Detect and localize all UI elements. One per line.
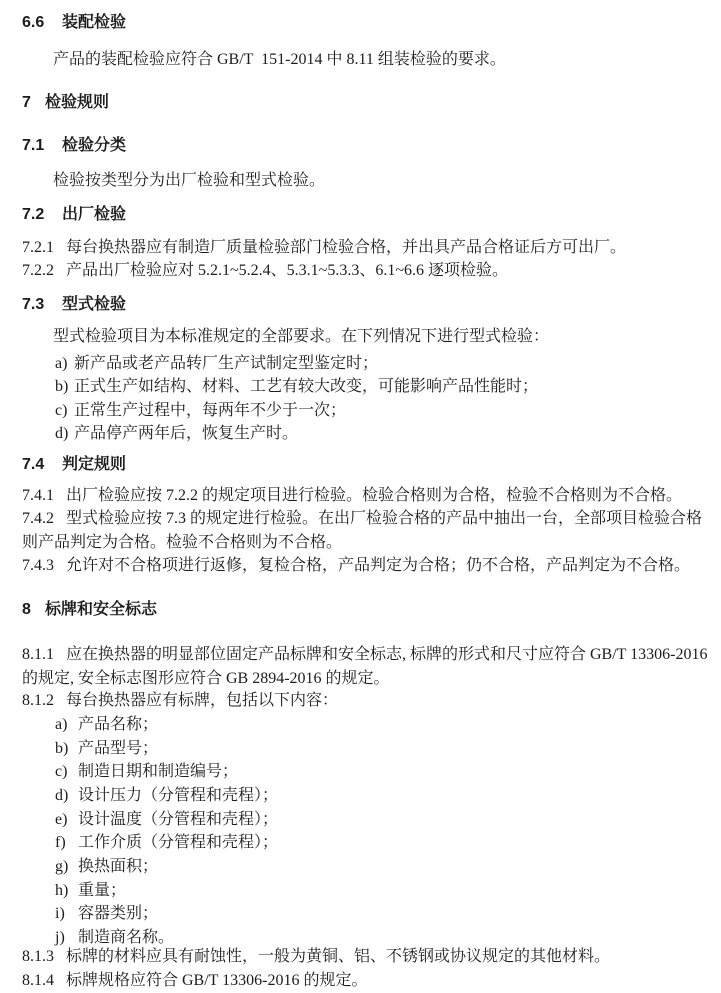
section-number: 6.6: [22, 14, 45, 31]
list-item: [55, 737, 713, 761]
list-marker: a): [55, 355, 68, 372]
list-item: [55, 831, 713, 855]
clause-8-1-4: [22, 969, 716, 993]
section-number: 7.1: [22, 137, 45, 154]
clause-text: 允许对不合格项进行返修，复检合格，产品判定为合格；仍不合格，产品判定为不合格。: [66, 557, 691, 574]
list-item-text: 设计温度（分管程和壳程）；: [78, 811, 279, 828]
list-marker: e): [55, 811, 68, 828]
list-item-text: 容器类别；: [78, 905, 159, 922]
paragraph-6-6: 产品的装配检验应符合 GB/T 151-2014 中 8.11 组装检验的要求。: [53, 51, 506, 68]
list-item-text: 制造商名称。: [78, 929, 175, 946]
list-item: [55, 399, 713, 423]
clause-7-2-2: [22, 259, 716, 283]
list-item: [55, 902, 713, 926]
heading-7-1: [22, 134, 126, 157]
list-item-text: 正式生产如结构、材料、工艺有较大改变，可能影响产品性能时；: [74, 378, 539, 395]
clause-text: 标牌的材料应具有耐蚀性，一般为黄铜、铝、不锈钢或协议规定的其他材料。: [66, 948, 611, 965]
clause-7-2-1: [22, 236, 716, 260]
clause-number: 7.2.1: [22, 239, 54, 256]
list-item-text: 工作介质（分管程和壳程）；: [78, 834, 279, 851]
list-item: [55, 855, 713, 879]
clause-text: 型式检验应按 7.3 的规定进行检验。在出厂检验合格的产品中抽出一台，全部项目检验合格则产品判定为合格。检验不合格则为不合格。: [22, 510, 703, 551]
clause-text: 产品出厂检验应对 5.2.1~5.2.4、5.3.1~5.3.3、6.1~6.6 逐项检验。: [66, 262, 508, 279]
heading-7-4: [22, 453, 126, 476]
list-item: [55, 760, 713, 784]
clause-text: 标牌规格应符合 GB/T 13306-2016 的规定。: [66, 972, 368, 989]
list-marker: c): [55, 763, 68, 780]
clause-8-1-3: [22, 945, 716, 969]
paragraph-7-3-intro: 型式检验项目为本标准规定的全部要求。在下列情况下进行型式检验：: [53, 328, 550, 345]
section-title: 检验分类: [62, 137, 127, 154]
list-item-text: 设计压力（分管程和壳程）；: [78, 787, 279, 804]
list-item: [55, 375, 713, 399]
clause-8-1-2: [22, 689, 716, 713]
section-number: 7.3: [22, 296, 45, 313]
clause-number: 8.1.1: [22, 646, 54, 663]
section-title: 型式检验: [62, 296, 127, 313]
clause-number: 8.1.2: [22, 692, 54, 709]
section-title: 标牌和安全标志: [45, 601, 158, 618]
list-item-text: 制造日期和制造编号；: [78, 763, 239, 780]
list-item: [55, 713, 713, 737]
clause-text: 应在换热器的明显部位固定产品标牌和安全标志, 标牌的形式和尺寸应符合 GB/T 13306-2016 的规定, 安全标志图形应符合 GB 2894-2016 的规定。: [22, 646, 712, 687]
heading-7: [22, 91, 109, 114]
section-number: 8: [22, 601, 31, 618]
heading-8: [22, 598, 157, 621]
list-item-text: 正常生产过程中，每两年不少于一次；: [74, 402, 347, 419]
section-title: 出厂检验: [62, 206, 127, 223]
clause-7-4-3: [22, 554, 716, 578]
list-marker: h): [55, 882, 69, 899]
section-title: 检验规则: [45, 94, 110, 111]
section-number: 7: [22, 94, 31, 111]
section-number: 7.4: [22, 456, 45, 473]
list-marker: d): [55, 425, 69, 442]
clause-text: 出厂检验应按 7.2.2 的规定项目进行检验。检验合格则为合格，检验不合格则为不合格。: [66, 487, 683, 504]
clause-7-4-2: [22, 507, 716, 554]
clause-number: 7.4.2: [22, 510, 54, 527]
list-item: [55, 784, 713, 808]
list-marker: f): [55, 834, 66, 851]
clause-text: 每台换热器应有制造厂质量检验部门检验合格，并出具产品合格证后方可出厂。: [66, 239, 627, 256]
clause-number: 7.4.1: [22, 487, 54, 504]
list-item: [55, 352, 713, 376]
clause-number: 7.4.3: [22, 557, 54, 574]
list-marker: g): [55, 858, 69, 875]
list-marker: j): [55, 929, 65, 946]
list-marker: b): [55, 378, 69, 395]
heading-6-6: [22, 11, 126, 34]
list-item-text: 新产品或老产品转厂生产试制定型鉴定时；: [74, 355, 379, 372]
list-marker: b): [55, 740, 69, 757]
clause-number: 8.1.3: [22, 948, 54, 965]
section-title: 判定规则: [62, 456, 127, 473]
list-item: [55, 879, 713, 903]
section-title: 装配检验: [62, 14, 127, 31]
section-number: 7.2: [22, 206, 45, 223]
list-marker: i): [55, 905, 65, 922]
heading-7-3: [22, 293, 126, 316]
list-item-text: 产品名称；: [78, 716, 159, 733]
clause-8-1-1: [22, 643, 716, 690]
heading-7-2: [22, 203, 126, 226]
clause-7-4-1: [22, 484, 716, 508]
list-item-text: 产品停产两年后，恢复生产时。: [74, 425, 299, 442]
list-marker: d): [55, 787, 69, 804]
clause-number: 8.1.4: [22, 972, 54, 989]
list-marker: c): [55, 402, 68, 419]
clause-number: 7.2.2: [22, 262, 54, 279]
list-marker: a): [55, 716, 68, 733]
list-item-text: 重量；: [78, 882, 127, 899]
list-item: [55, 808, 713, 832]
list-item: [55, 422, 713, 446]
clause-text: 每台换热器应有标牌，包括以下内容：: [66, 692, 339, 709]
paragraph-7-1: 检验按类型分为出厂检验和型式检验。: [53, 172, 326, 189]
list-item-text: 换热面积；: [78, 858, 159, 875]
list-item-text: 产品型号；: [78, 740, 159, 757]
